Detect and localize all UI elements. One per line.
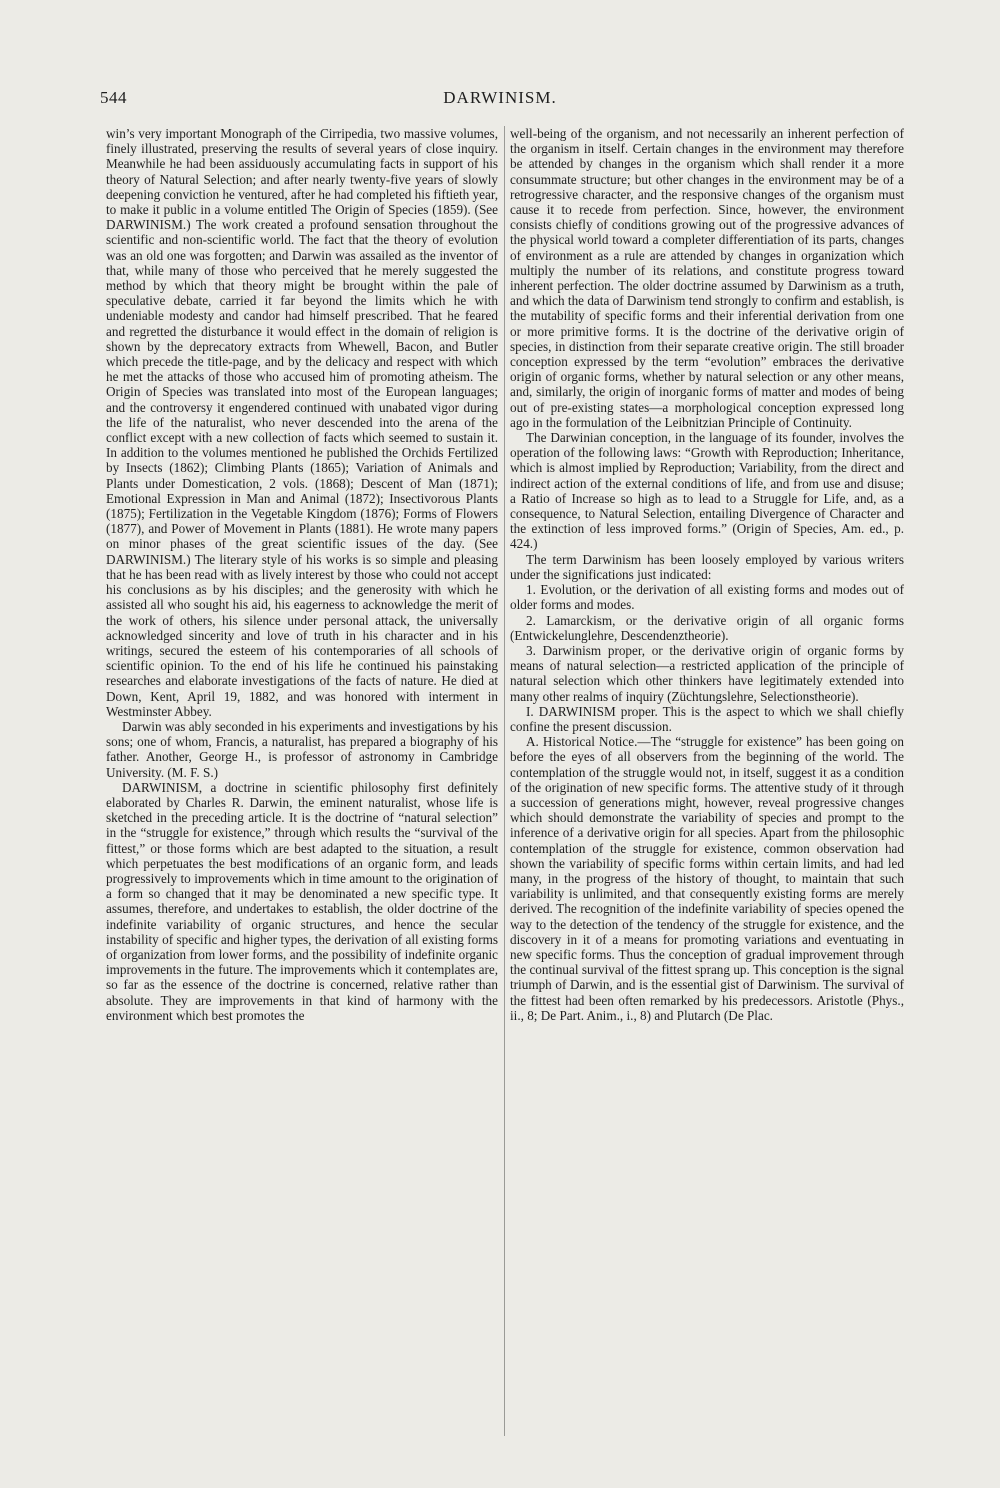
paragraph: I. DARWINISM proper. This is the aspect to which we shall chiefly confine the present discussion.	[510, 703, 904, 734]
paragraph: The Darwinian conception, in the language of its founder, involves the operation of the following laws: “Growth with Reproduction; Inheritance, which is almost implied by Reproduction; Variability, from the direct and indirect action of the external conditions of life, and from use and disuse; a Ratio of Increase so high as to lead to a Struggle for Life, and, as a consequence, to Natural Selection, entailing Divergence of Character and the extinction of less improved forms.” (Origin of Species, Am. ed., p. 424.)	[510, 430, 904, 552]
running-title: DARWINISM.	[443, 88, 557, 107]
paragraph: 3. Darwinism proper, or the derivative origin of organic forms by means of natural selection—a restricted application of the principle of natural selection which other thinkers have legitimately extended into many other realms of inquiry (Züchtungslehre, Selectionstheorie).	[510, 642, 904, 704]
paragraph: The term Darwinism has been loosely employed by various writers under the significations just indicated:	[510, 551, 904, 582]
paragraph: well-being of the organism, and not necessarily an inherent perfection of the organism in itself. Certain changes in the environment may therefore be attended by changes in the organism which shall render it a more consummate structure; but other changes in the environment may be of a retrogressive character, and the responsive changes of the organism must cause it to recede from perfection. Since, however, the environment consists chiefly of conditions growing out of the progressive advances of the physical world toward a completer differentiation of its parts, changes of environment as a rule are attended by changes in organization which multiply the number of its relations, and constitute progress toward inherent perfection. The older doctrine assumed by Darwinism as a truth, and which the data of Darwinism tend strongly to confirm and establish, is the mutability of specific forms and their inferential derivation from one or more primitive forms. It is the doctrine of the derivative origin of species, in distinction from their separate creative origin. The still broader conception expressed by the term “evolution” embraces the derivative origin of organic forms, whether by natural selection or any other means, and, similarly, the origin of inorganic forms of matter and modes of being out of pre-existing states—a morphological conception expressed long ago in the formulation of the Leibnitzian Principle of Continuity.	[510, 126, 904, 430]
paragraph: Darwin was ably seconded in his experiments and investigations by his sons; one of whom, Francis, a naturalist, has prepared a biography of his father. Another, George H., is professor of astronomy in Cambridge University. (M. F. S.)	[106, 718, 498, 780]
right-column	[510, 126, 904, 1023]
left-column	[106, 126, 498, 1023]
column-divider	[504, 126, 505, 1436]
page-number: 544	[100, 88, 127, 107]
paragraph: DARWINISM, a doctrine in scientific philosophy first definitely elaborated by Charles R. Darwin, the eminent naturalist, whose life is sketched in the preceding article. It is the doctrine of “natural selection” in the “struggle for existence,” through which results the “survival of the fittest,” or those forms which are best adapted to the situation, a result which perpetuates the best modifications of an organic form, and leads progressively to improvements which in time amount to the origination of a form so changed that it may be denominated a new specific type. It assumes, therefore, and undertakes to establish, the older doctrine of the indefinite variability of organic structures, and hence the secular instability of specific and higher types, the derivation of all existing forms of organization from lower forms, and the possibility of indefinite organic improvements in the future. The improvements which it contemplates are, so far as the essence of the doctrine is concerned, relative rather than absolute. They are improvements in that kind of harmony with the environment which best promotes the	[106, 779, 498, 1023]
paragraph: 2. Lamarckism, or the derivative origin of all organic forms (Entwickelunglehre, Descendenztheorie).	[510, 612, 904, 643]
paragraph: 1. Evolution, or the derivation of all existing forms and modes out of older forms and modes.	[510, 582, 904, 613]
paragraph: win’s very important Monograph of the Cirripedia, two massive volumes, finely illustrated, preserving the results of several years of close inquiry. Meanwhile he had been assiduously accumulating facts in support of his theory of Natural Selection; and after nearly twenty-five years of slowly deepening conviction he ventured, after he had completed his fiftieth year, to make it public in a volume entitled The Origin of Species (1859). (See DARWINISM.) The work created a profound sensation throughout the scientific and non-scientific world. The fact that the theory of evolution was an old one was forgotten; and Darwin was assailed as the inventor of that, while many of those who perceived that he merely suggested the method by which that theory might be brought within the pale of speculative debate, carried it far beyond the limits which he with undeniable modesty and candor had himself prescribed. That he feared and regretted the disturbance it would effect in the domain of religion is shown by the deprecatory extracts from Whewell, Bacon, and Butler which precede the title-page, and by the delicacy and respect with which he met the attacks of those who accused him of promoting atheism. The Origin of Species was translated into most of the European languages; and the controversy it engendered continued with unabated vigor during the life of the naturalist, who never descended into the arena of the conflict except with a new collection of facts which seemed to sustain it. In addition to the volumes mentioned he published the Orchids Fertilized by Insects (1862); Climbing Plants (1865); Variation of Animals and Plants under Domestication, 2 vols. (1868); Descent of Man (1871); Emotional Expression in Man and Animal (1872); Insectivorous Plants (1875); Fertilization in the Vegetable Kingdom (1876); Forms of Flowers (1877), and Power of Movement in Plants (1881). He wrote many papers on minor phases of the great scientific issues of the day. (See DARWINISM.) The literary style of his works is so simple and pleasing that he has been read with as lively interest by those who could not accept his conclusions as by his disciples; and the generosity with which he assisted all who sought his aid, his eagerness to acknowledge the merit of the work of others, his silence under personal attack, the universally acknowledged sincerity and love of truth in his character and in his writings, secured the esteem of his contemporaries of all schools of scientific opinion. To the end of his life he continued his painstaking researches and elaborate investigations of the facts of nature. He died at Down, Kent, April 19, 1882, and was honored with interment in Westminster Abbey.	[106, 126, 499, 719]
paragraph: A. Historical Notice.—The “struggle for existence” has been going on before the eyes of all observers from the beginning of the world. The contemplation of the struggle would not, in itself, suggest it as a condition of the origination of new specific forms. The attentive study of it through a succession of generations might, however, reveal progressive changes which should demonstrate the variability of species and prompt to the inference of a derivative origin for all species. Apart from the philosophic contemplation of the struggle for existence, common observation had shown the variability of specific forms within certain limits, and had led many, in the progress of the history of thought, to maintain that such variability is unlimited, and that consequently existing forms are merely derived. The recognition of the indefinite variability of species opened the way to the detection of the tendency of the struggle for existence, and the discovery in it of a means for promoting variations and eventuating in new specific forms. Thus the conception of gradual improvement through the continual survival of the fittest sprang up. This conception is the signal triumph of Darwin, and is the essential gist of Darwinism. The survival of the fittest had been often remarked by his predecessors. Aristotle (Phys., ii., 8; De Part. Anim., i., 8) and Plutarch (De Plac.	[510, 734, 904, 1023]
